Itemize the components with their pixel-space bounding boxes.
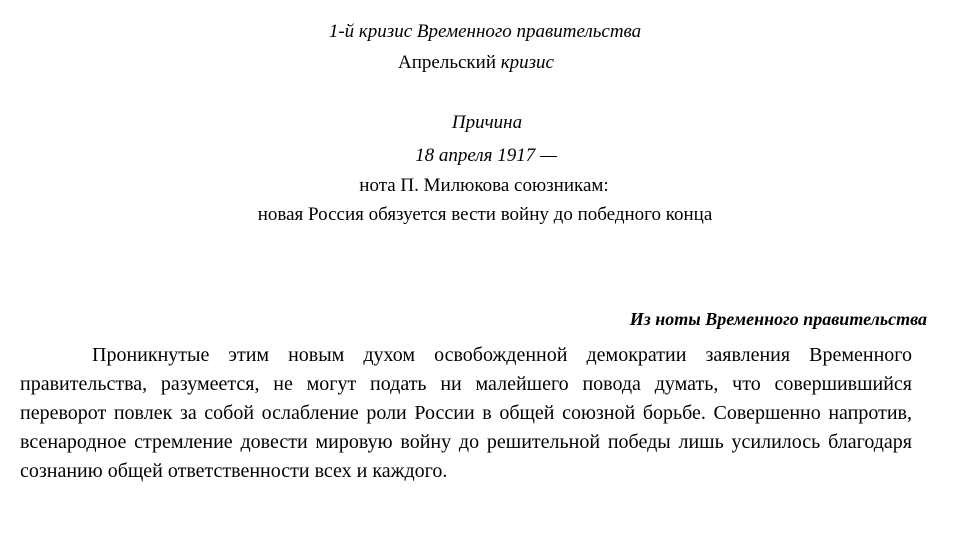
crisis-subtitle	[0, 52, 956, 74]
quote-text: Проникнутые этим новым духом освобожденной демократии заявления Временного правительства, разумеется, не могут подать ни малейшего повода думать, что совершившийся переворот повлек за собой ослабление роли России в общей союзной борьбе. Совершенно напротив, всенародное стремление довести мировую войну до решительной победы лишь усилилось благодаря сознанию общей ответственности всех и каждого.	[20, 344, 912, 482]
cause-statement: новая Россия обязуется вести войну до победного конца	[257, 204, 713, 225]
crisis-word: кризис	[500, 52, 554, 73]
cause-date: 18 апреля 1917 —	[415, 145, 557, 166]
crisis-title: 1-й кризис Временного правительства	[328, 21, 642, 42]
crisis-name: Апрельский	[398, 52, 496, 73]
quote-source: Из ноты Временного правительства	[629, 309, 927, 329]
cause-label: Причина	[451, 112, 523, 133]
cause-note: нота П. Милюкова союзникам:	[359, 175, 609, 196]
